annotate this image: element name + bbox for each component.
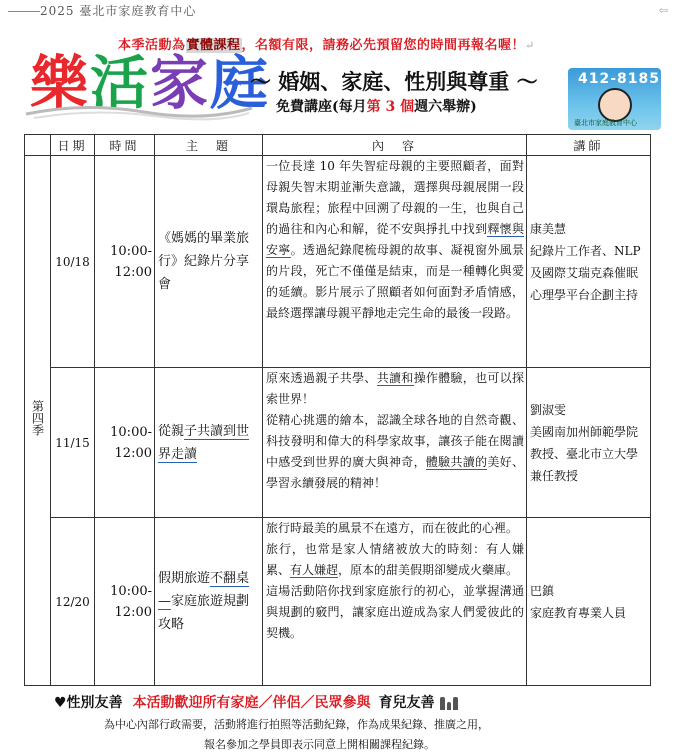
event-time [95, 156, 155, 368]
content-paragraph: 旅行時最美的風景不在遠方，而在彼此的心裡。 [266, 521, 519, 535]
gender-friendly-label: ♥性別友善 [54, 695, 123, 711]
logo-swoosh-decoration [24, 100, 254, 122]
event-content [263, 368, 527, 518]
free-line-before: 免費講座(每月 [276, 99, 367, 115]
table-row [25, 156, 651, 368]
content-underline: 體驗共讀的 [425, 455, 488, 469]
header-time: 時間 [95, 135, 155, 156]
content-paragraph [266, 410, 524, 494]
header-speaker: 講師 [527, 135, 651, 156]
content-text: 操作體驗，也可以探索世界！ [266, 371, 524, 406]
photo-notice-line: 為中心內部行政需要，活動將進行拍照等活動紀錄，作為成果紀錄、推廣之用， [104, 718, 489, 731]
season-label [25, 156, 51, 686]
family-icon [439, 696, 459, 710]
free-lecture-line [276, 96, 477, 116]
header-rule [8, 11, 40, 12]
friendly-banner [54, 692, 459, 712]
consent-notice-line: 報名參加之學員即表示同意上開相關課程紀錄。 [204, 738, 435, 751]
event-theme [155, 518, 263, 686]
event-time [95, 518, 155, 686]
hotline-badge [568, 68, 661, 130]
content-paragraph [266, 368, 524, 410]
program-subtitle: ～ 婚姻、家庭、性別與尊重 ～ [250, 70, 538, 94]
event-content [263, 156, 527, 368]
event-speaker [527, 518, 651, 686]
time-start: 10:00- [110, 583, 152, 599]
hotline-number: 412-8185 [578, 71, 660, 87]
content-text: 從精心挑選的繪本，認識全球各地的自然奇觀、科技發明和偉大的科學家故事，讓孩子能在閱讀中感受到世界的廣大與神奇， [266, 413, 524, 469]
table-row [25, 518, 651, 686]
parenting-friendly-label: 育兒友善 [378, 695, 435, 711]
logo-char-2: 活 [90, 49, 151, 117]
content-underline: 有人嫌趕 [290, 563, 339, 577]
time-end: 12:00 [114, 445, 152, 461]
content-text: 原來透過親子共學、 [266, 371, 377, 385]
speaker-name: 巴鎮 [530, 583, 555, 598]
logo-char-3: 家 [150, 49, 211, 117]
logo-char-1: 樂 [30, 49, 91, 117]
corner-mark: ⇦ [658, 4, 668, 17]
content-text: 。透過紀錄爬梳母親的故事、凝視窗外風景的片段，死亡不僅僅是結束，而是一種轉化與愛的延續。影片展示了照顧者如何面對矛盾情感，最終選擇讓母親平靜地走完生命的最後一段路。 [266, 243, 524, 320]
theme-text: 家庭旅遊規劃攻略 [158, 594, 250, 632]
content-text: 一位長達 10 年失智症母親的主要照顧者，面對母親失智末期並漸失意識，選擇與母親展開一段環島旅程；旅程中回溯了母親的一生，也與自己的過往和內心和解，從不安與掙扎中找到 [266, 159, 524, 236]
table-row [25, 368, 651, 518]
org-header: 2025 臺北市家庭教育中心 [40, 4, 197, 18]
time-end: 12:00 [114, 604, 152, 620]
theme-text: 假期旅遊 [158, 571, 211, 586]
theme-underline: 不翻桌— [158, 571, 250, 609]
event-theme [155, 368, 263, 518]
speaker-title: 美國南加州師範學院教授、臺北市立大學兼任教授 [530, 424, 639, 483]
time-start: 10:00- [110, 243, 152, 259]
speaker-name: 康美慧 [530, 221, 567, 236]
content-paragraph: 這場活動陪你找到家庭旅行的初心，並掌握溝通與規劃的竅門，讓家庭出遊成為家人們愛彼此的契機。 [266, 584, 524, 640]
free-line-after: 週六舉辦) [414, 99, 477, 115]
event-time [95, 368, 155, 518]
season-text: 第四季 [30, 400, 45, 436]
notice-suffix: ，名額有限，請務必先預留您的時間再報名喔！ [241, 38, 526, 53]
content-underline: 共讀和 [376, 371, 414, 385]
header-date: 日期 [51, 135, 95, 156]
free-line-week: 第 3 個 [366, 99, 415, 115]
notice-prefix: 本季活動為 [118, 38, 186, 53]
content-underline: 釋懷與安寧 [266, 222, 524, 257]
schedule-table [24, 134, 651, 686]
header-season [25, 135, 51, 156]
notice-highlight: 實體課程 [186, 38, 241, 53]
event-speaker [527, 156, 651, 368]
theme-text: 從親 [158, 423, 185, 439]
time-start: 10:00- [110, 424, 152, 440]
content-text: 美好、學習永續發展的精神！ [266, 455, 524, 490]
event-date: 10/18 [51, 156, 95, 368]
theme-underline: 子共讀到世界走讀 [158, 423, 250, 462]
return-mark: ↵ [525, 39, 535, 52]
event-date: 11/15 [51, 368, 95, 518]
speaker-title: 紀錄片工作者、NLP 及國際艾瑞克森催眠心理學平台企劃主持 [530, 243, 641, 302]
event-content [263, 518, 527, 686]
logo-char-4: 庭 [210, 49, 271, 117]
content-paragraph [266, 539, 524, 581]
event-speaker [527, 368, 651, 518]
header-content: 內 容 [263, 135, 527, 156]
speaker-title: 家庭教育專業人員 [530, 605, 627, 620]
speaker-name: 劉淑雯 [530, 402, 567, 417]
content-text: 旅行，也常是家人情緒被放大的時刻：有人嫌累、 [266, 542, 524, 577]
event-date: 12/20 [51, 518, 95, 686]
badge-label: 臺北市家庭教育中心 [574, 119, 637, 127]
header-theme: 主 題 [155, 135, 263, 156]
event-theme: 《媽媽的畢業旅行》紀錄片分享會 [155, 156, 263, 368]
welcome-all-label: 本活動歡迎所有家庭／伴侶／民眾參與 [132, 695, 371, 711]
table-header-row [25, 135, 651, 156]
mascot-icon [598, 88, 632, 122]
content-text: ，原本的甜美假期卻變成火藥庫。 [338, 563, 519, 577]
time-end: 12:00 [114, 264, 152, 280]
